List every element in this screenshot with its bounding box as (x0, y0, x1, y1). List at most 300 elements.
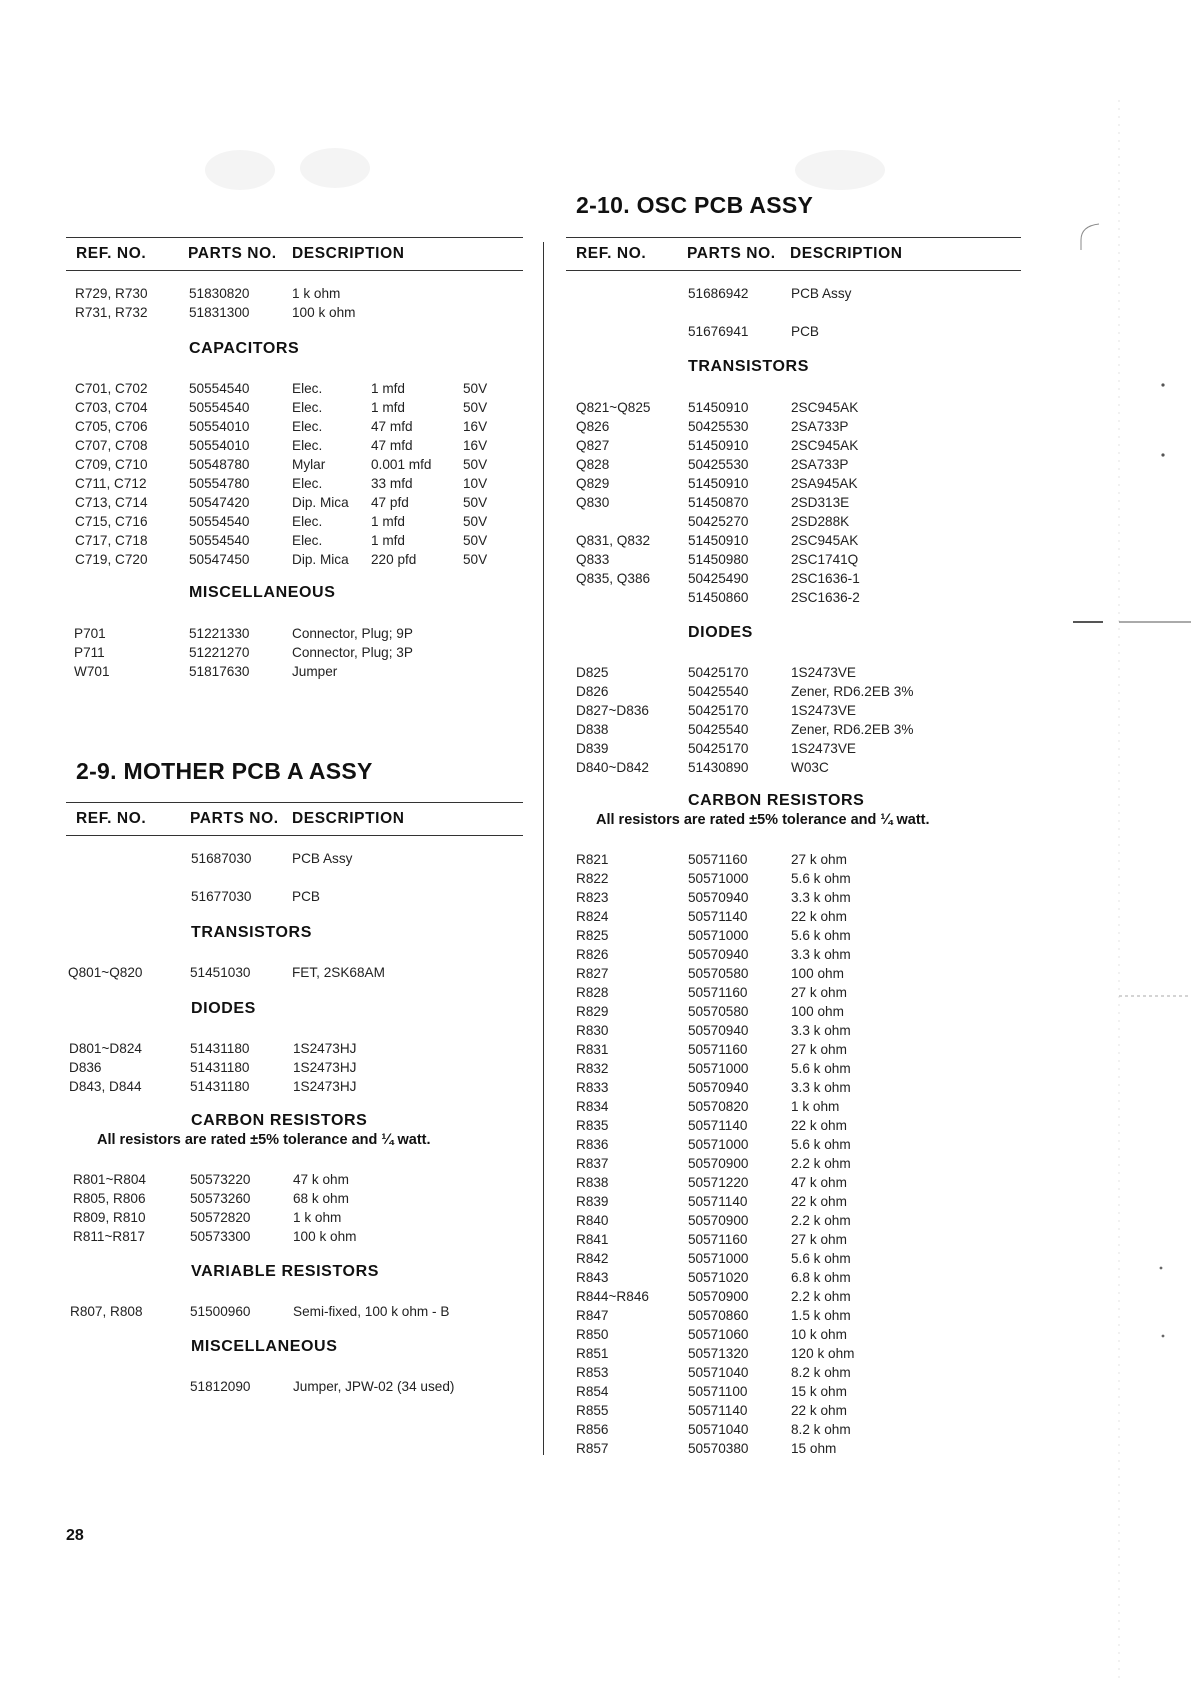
parts-no: 51430890 (688, 760, 749, 775)
description: 5.6 k ohm (791, 1137, 851, 1152)
description: 1S2473HJ (293, 1041, 357, 1056)
header-ref: REF. NO. (76, 810, 147, 827)
ref-no: D827~D836 (576, 703, 649, 718)
description: 2SA733P (791, 457, 849, 472)
description: 22 k ohm (791, 1403, 847, 1418)
capacitance: 0.001 mfd (371, 457, 432, 472)
description: 2SC945AK (791, 533, 859, 548)
category-diodes: DIODES (688, 624, 753, 641)
description: 100 ohm (791, 966, 844, 981)
category-carbon-resistors: CARBON RESISTORS (688, 792, 865, 809)
ref-no: R837 (576, 1156, 609, 1171)
parts-no: 51817630 (189, 664, 250, 679)
capacitor-type: Elec. (292, 476, 323, 491)
parts-no: 50570820 (688, 1099, 749, 1114)
section-title-osc-pcb: 2-10. OSC PCB ASSY (576, 192, 814, 218)
table-row (576, 1173, 1016, 1192)
description: 1S2473HJ (293, 1060, 357, 1075)
parts-no: 51431180 (190, 1041, 250, 1056)
parts-no: 50571160 (688, 1232, 748, 1247)
parts-no: 50571000 (688, 1061, 749, 1076)
table-row (576, 1078, 1016, 1097)
header-ref: REF. NO. (576, 245, 647, 262)
ref-no: C715, C716 (75, 514, 148, 529)
description: 27 k ohm (791, 852, 847, 867)
parts-no: 50570580 (688, 1004, 749, 1019)
ref-no: R729, R730 (75, 286, 148, 301)
ref-no: R827 (576, 966, 609, 981)
parts-no: 51831300 (189, 305, 250, 320)
ref-no: R843 (576, 1270, 609, 1285)
table-row (74, 643, 524, 662)
parts-no: 50425490 (688, 571, 749, 586)
description: 22 k ohm (791, 1194, 847, 1209)
parts-no: 50554540 (189, 400, 250, 415)
description: 1 k ohm (293, 1210, 342, 1225)
mother-header-rule (66, 835, 523, 836)
osc-rule (566, 237, 1021, 238)
description: 27 k ohm (791, 1232, 847, 1247)
ref-no: Q826 (576, 419, 610, 434)
left-top-header-rule (66, 270, 523, 271)
category-miscellaneous: MISCELLANEOUS (191, 1338, 338, 1355)
description: 2SC1636-2 (791, 590, 860, 605)
table-row (576, 1059, 1016, 1078)
ref-no: R828 (576, 985, 609, 1000)
header-desc: DESCRIPTION (292, 245, 405, 262)
ref-no: C713, C714 (75, 495, 148, 510)
description: 2.2 k ohm (791, 1289, 851, 1304)
description: Zener, RD6.2EB 3% (791, 684, 914, 699)
parts-no: 50570940 (688, 1080, 749, 1095)
parts-no: 51451030 (190, 965, 251, 980)
ref-no: R834 (576, 1099, 609, 1114)
table-row (576, 550, 1016, 569)
description: 47 k ohm (293, 1172, 349, 1187)
table-row (576, 888, 1016, 907)
description: 22 k ohm (791, 1118, 847, 1133)
table-row (73, 1208, 523, 1227)
ref-no: D843, D844 (69, 1079, 142, 1094)
ref-no: D826 (576, 684, 609, 699)
ref-no: R824 (576, 909, 609, 924)
table-row (576, 701, 1016, 720)
parts-no: 51450910 (688, 400, 749, 415)
parts-no: 50570900 (688, 1213, 749, 1228)
table-row (75, 849, 515, 868)
parts-no: 51676941 (688, 324, 749, 339)
description: 1S2473HJ (293, 1079, 357, 1094)
description: 5.6 k ohm (791, 928, 851, 943)
parts-no: 50570940 (688, 947, 749, 962)
parts-no: 50570940 (688, 1023, 749, 1038)
ref-no: R840 (576, 1213, 609, 1228)
voltage-rating: 10V (463, 476, 488, 491)
osc-header-rule (566, 270, 1021, 271)
scan-smudge (300, 148, 370, 188)
parts-no: 50573220 (190, 1172, 251, 1187)
parts-no: 51450860 (688, 590, 749, 605)
description: 27 k ohm (791, 1042, 847, 1057)
description: PCB Assy (791, 286, 852, 301)
parts-no: 50554540 (189, 533, 250, 548)
table-row (75, 436, 525, 455)
parts-no: 50425270 (688, 514, 749, 529)
parts-no: 50571160 (688, 985, 748, 1000)
table-row (576, 1040, 1016, 1059)
table-row (576, 869, 1016, 888)
parts-no: 51677030 (191, 889, 252, 904)
description: 2SC1636-1 (791, 571, 860, 586)
description: W03C (791, 760, 829, 775)
ref-no: Q821~Q825 (576, 400, 651, 415)
ref-no: D836 (69, 1060, 102, 1075)
table-row (576, 850, 1016, 869)
table-row (576, 1420, 1016, 1439)
description: 5.6 k ohm (791, 871, 851, 886)
table-row (576, 758, 1016, 777)
capacitance: 47 mfd (371, 438, 413, 453)
table-row (576, 1211, 1016, 1230)
parts-no: 50570900 (688, 1289, 749, 1304)
ref-no: R854 (576, 1384, 609, 1399)
ref-no: R851 (576, 1346, 609, 1361)
table-row (75, 455, 525, 474)
table-row (70, 1377, 520, 1396)
table-row (576, 682, 1016, 701)
capacitor-type: Elec. (292, 533, 323, 548)
description: 1S2473VE (791, 665, 857, 680)
table-row (576, 322, 1016, 341)
table-row (576, 1192, 1016, 1211)
parts-no: 50571020 (688, 1270, 749, 1285)
table-row (576, 1002, 1016, 1021)
table-row (75, 379, 525, 398)
description: 2SC945AK (791, 400, 859, 415)
description: 100 k ohm (293, 1229, 357, 1244)
carbon-resistor-note: All resistors are rated ±5% tolerance and ¼ watt. (596, 812, 930, 828)
table-row (576, 1154, 1016, 1173)
description: 27 k ohm (791, 985, 847, 1000)
parts-no: 51221270 (189, 645, 250, 660)
parts-no: 50554540 (189, 381, 250, 396)
table-row (576, 983, 1016, 1002)
ref-no: C707, C708 (75, 438, 148, 453)
parts-no: 50573300 (190, 1229, 251, 1244)
description: PCB (292, 889, 320, 904)
parts-no: 51830820 (189, 286, 250, 301)
description: 15 ohm (791, 1441, 837, 1456)
parts-no: 50425530 (688, 457, 749, 472)
table-row (576, 1021, 1016, 1040)
parts-no: 50425530 (688, 419, 749, 434)
ref-no: R842 (576, 1251, 609, 1266)
ref-no: Q829 (576, 476, 610, 491)
table-row (73, 1227, 523, 1246)
table-row (70, 1302, 520, 1321)
description: 5.6 k ohm (791, 1061, 851, 1076)
description: 1 k ohm (292, 286, 341, 301)
header-parts: PARTS NO. (687, 245, 776, 262)
description: 1S2473VE (791, 741, 857, 756)
voltage-rating: 50V (463, 381, 488, 396)
ref-no: R857 (576, 1441, 609, 1456)
table-row (576, 569, 1016, 588)
table-row (576, 926, 1016, 945)
ref-no: D825 (576, 665, 609, 680)
parts-no: 51450870 (688, 495, 749, 510)
description: PCB (791, 324, 819, 339)
parts-no: 50571160 (688, 852, 748, 867)
description: 120 k ohm (791, 1346, 855, 1361)
description: 3.3 k ohm (791, 890, 851, 905)
table-row (576, 1363, 1016, 1382)
parts-no: 50571000 (688, 871, 749, 886)
ref-no: Q827 (576, 438, 610, 453)
ref-no: R850 (576, 1327, 609, 1342)
ref-no: R835 (576, 1118, 609, 1133)
parts-no: 50570860 (688, 1308, 749, 1323)
description: Jumper, JPW-02 (34 used) (293, 1379, 455, 1394)
capacitor-type: Mylar (292, 457, 326, 472)
table-row (576, 945, 1016, 964)
description: 8.2 k ohm (791, 1422, 851, 1437)
category-miscellaneous: MISCELLANEOUS (189, 584, 336, 601)
table-row (75, 493, 525, 512)
table-row (74, 624, 524, 643)
description: FET, 2SK68AM (292, 965, 385, 980)
ref-no: R838 (576, 1175, 609, 1190)
description: PCB Assy (292, 851, 353, 866)
parts-no: 51450910 (688, 438, 749, 453)
parts-no: 50548780 (189, 457, 250, 472)
table-row (576, 720, 1016, 739)
ref-no: R833 (576, 1080, 609, 1095)
description: 2SA733P (791, 419, 849, 434)
table-row (576, 1230, 1016, 1249)
category-variable-resistors: VARIABLE RESISTORS (191, 1263, 380, 1280)
category-diodes: DIODES (191, 1000, 256, 1017)
description: 10 k ohm (791, 1327, 847, 1342)
ref-no: R853 (576, 1365, 609, 1380)
voltage-rating: 50V (463, 552, 488, 567)
ref-no: R855 (576, 1403, 609, 1418)
parts-no: 50571160 (688, 1042, 748, 1057)
ref-no: R841 (576, 1232, 609, 1247)
ref-no: R825 (576, 928, 609, 943)
category-carbon-resistors: CARBON RESISTORS (191, 1112, 368, 1129)
description: 2.2 k ohm (791, 1156, 851, 1171)
ref-no: R731, R732 (75, 305, 148, 320)
parts-no: 51431180 (190, 1079, 250, 1094)
parts-no: 50425540 (688, 722, 749, 737)
capacitor-type: Elec. (292, 400, 323, 415)
parts-no: 50571060 (688, 1327, 749, 1342)
ref-no: Q828 (576, 457, 610, 472)
ref-no: R822 (576, 871, 609, 886)
parts-no: 50554010 (189, 419, 250, 434)
ref-no: Q830 (576, 495, 610, 510)
table-row (576, 455, 1016, 474)
capacitor-type: Elec. (292, 381, 323, 396)
table-row (576, 1382, 1016, 1401)
voltage-rating: 50V (463, 514, 488, 529)
ref-no: R807, R808 (70, 1304, 143, 1319)
description: Zener, RD6.2EB 3% (791, 722, 914, 737)
ref-no: D801~D824 (69, 1041, 142, 1056)
capacitance: 1 mfd (371, 381, 405, 396)
ref-no: R836 (576, 1137, 609, 1152)
parts-no: 50571000 (688, 1251, 749, 1266)
description: 8.2 k ohm (791, 1365, 851, 1380)
parts-no: 50554010 (189, 438, 250, 453)
ref-no: R830 (576, 1023, 609, 1038)
table-row (75, 887, 515, 906)
description: 2SC945AK (791, 438, 859, 453)
ref-no: R809, R810 (73, 1210, 146, 1225)
description: 2SC1741Q (791, 552, 859, 567)
description: 3.3 k ohm (791, 1080, 851, 1095)
capacitance: 33 mfd (371, 476, 413, 491)
table-row (576, 1344, 1016, 1363)
table-row (576, 1249, 1016, 1268)
description: 3.3 k ohm (791, 947, 851, 962)
voltage-rating: 50V (463, 457, 488, 472)
description: 1S2473VE (791, 703, 857, 718)
table-row (75, 417, 525, 436)
parts-no: 50571320 (688, 1346, 749, 1361)
table-row (73, 1170, 523, 1189)
voltage-rating: 50V (463, 495, 488, 510)
left-top-rule (66, 237, 523, 238)
table-row (75, 550, 525, 569)
scan-smudge (205, 150, 275, 190)
parts-no: 50425170 (688, 665, 749, 680)
table-row (74, 662, 524, 681)
table-row (576, 398, 1016, 417)
category-transistors: TRANSISTORS (191, 924, 312, 941)
left-top-header (76, 245, 516, 267)
parts-no: 50572820 (190, 1210, 251, 1225)
description: 2.2 k ohm (791, 1213, 851, 1228)
parts-no: 50571040 (688, 1422, 749, 1437)
capacitor-type: Elec. (292, 419, 323, 434)
ref-no: W701 (74, 664, 110, 679)
table-row (69, 1077, 519, 1096)
parts-no: 50571100 (688, 1384, 748, 1399)
table-row (75, 303, 515, 322)
parts-no: 50570940 (688, 890, 749, 905)
ref-no: Q833 (576, 552, 610, 567)
parts-no: 50571140 (688, 1118, 748, 1133)
ref-no: R831 (576, 1042, 609, 1057)
description: 100 ohm (791, 1004, 844, 1019)
table-row (576, 1401, 1016, 1420)
header-desc: DESCRIPTION (790, 245, 903, 262)
header-parts: PARTS NO. (190, 810, 279, 827)
parts-no: 50573260 (190, 1191, 251, 1206)
scan-edge-marks (1061, 0, 1191, 1683)
voltage-rating: 16V (463, 438, 488, 453)
voltage-rating: 16V (463, 419, 488, 434)
parts-no: 51450980 (688, 552, 749, 567)
scan-smudge (795, 150, 885, 190)
table-row (576, 964, 1016, 983)
description: Connector, Plug; 9P (292, 626, 413, 641)
table-row (73, 1189, 523, 1208)
description: Connector, Plug; 3P (292, 645, 413, 660)
page-number: 28 (66, 1527, 84, 1544)
capacitance: 47 pfd (371, 495, 409, 510)
parts-no: 50571040 (688, 1365, 749, 1380)
description: 1.5 k ohm (791, 1308, 851, 1323)
ref-no: C711, C712 (75, 476, 147, 491)
ref-no: Q831, Q832 (576, 533, 651, 548)
ref-no: Q835, Q386 (576, 571, 651, 586)
table-row (75, 284, 515, 303)
ref-no: C719, C720 (75, 552, 148, 567)
capacitor-type: Elec. (292, 438, 323, 453)
table-row (576, 512, 1016, 531)
ref-no: R826 (576, 947, 609, 962)
table-row (75, 398, 525, 417)
description: 1 k ohm (791, 1099, 840, 1114)
table-row (576, 1306, 1016, 1325)
parts-no: 50547420 (189, 495, 250, 510)
ref-no: C705, C706 (75, 419, 148, 434)
ref-no: R856 (576, 1422, 609, 1437)
ref-no: R832 (576, 1061, 609, 1076)
ref-no: C701, C702 (75, 381, 148, 396)
table-row (576, 1116, 1016, 1135)
table-row (576, 739, 1016, 758)
table-row (576, 474, 1016, 493)
description: 6.8 k ohm (791, 1270, 851, 1285)
capacitor-type: Dip. Mica (292, 552, 349, 567)
capacitor-type: Dip. Mica (292, 495, 349, 510)
table-row (576, 493, 1016, 512)
capacitance: 1 mfd (371, 533, 405, 548)
mother-header (76, 810, 516, 832)
table-row (75, 474, 525, 493)
capacitance: 1 mfd (371, 514, 405, 529)
parts-no: 50554780 (189, 476, 250, 491)
description: Semi-fixed, 100 k ohm - B (293, 1304, 450, 1319)
table-row (75, 531, 525, 550)
parts-no: 50570580 (688, 966, 749, 981)
table-row (576, 1097, 1016, 1116)
parts-no: 51450910 (688, 533, 749, 548)
table-row (576, 284, 1016, 303)
description: 100 k ohm (292, 305, 356, 320)
table-row (576, 1268, 1016, 1287)
description: 2SA945AK (791, 476, 858, 491)
description: 47 k ohm (791, 1175, 847, 1190)
ref-no: P701 (74, 626, 106, 641)
parts-no: 51221330 (189, 626, 250, 641)
table-row (69, 1039, 519, 1058)
carbon-resistor-note: All resistors are rated ±5% tolerance and ¼ watt. (97, 1132, 431, 1148)
description: 3.3 k ohm (791, 1023, 851, 1038)
table-row (75, 512, 525, 531)
description: 22 k ohm (791, 909, 847, 924)
parts-no: 51686942 (688, 286, 749, 301)
header-desc: DESCRIPTION (292, 810, 405, 827)
ref-no: C709, C710 (75, 457, 148, 472)
parts-no: 51687030 (191, 851, 252, 866)
table-row (576, 417, 1016, 436)
parts-no: 50570900 (688, 1156, 749, 1171)
